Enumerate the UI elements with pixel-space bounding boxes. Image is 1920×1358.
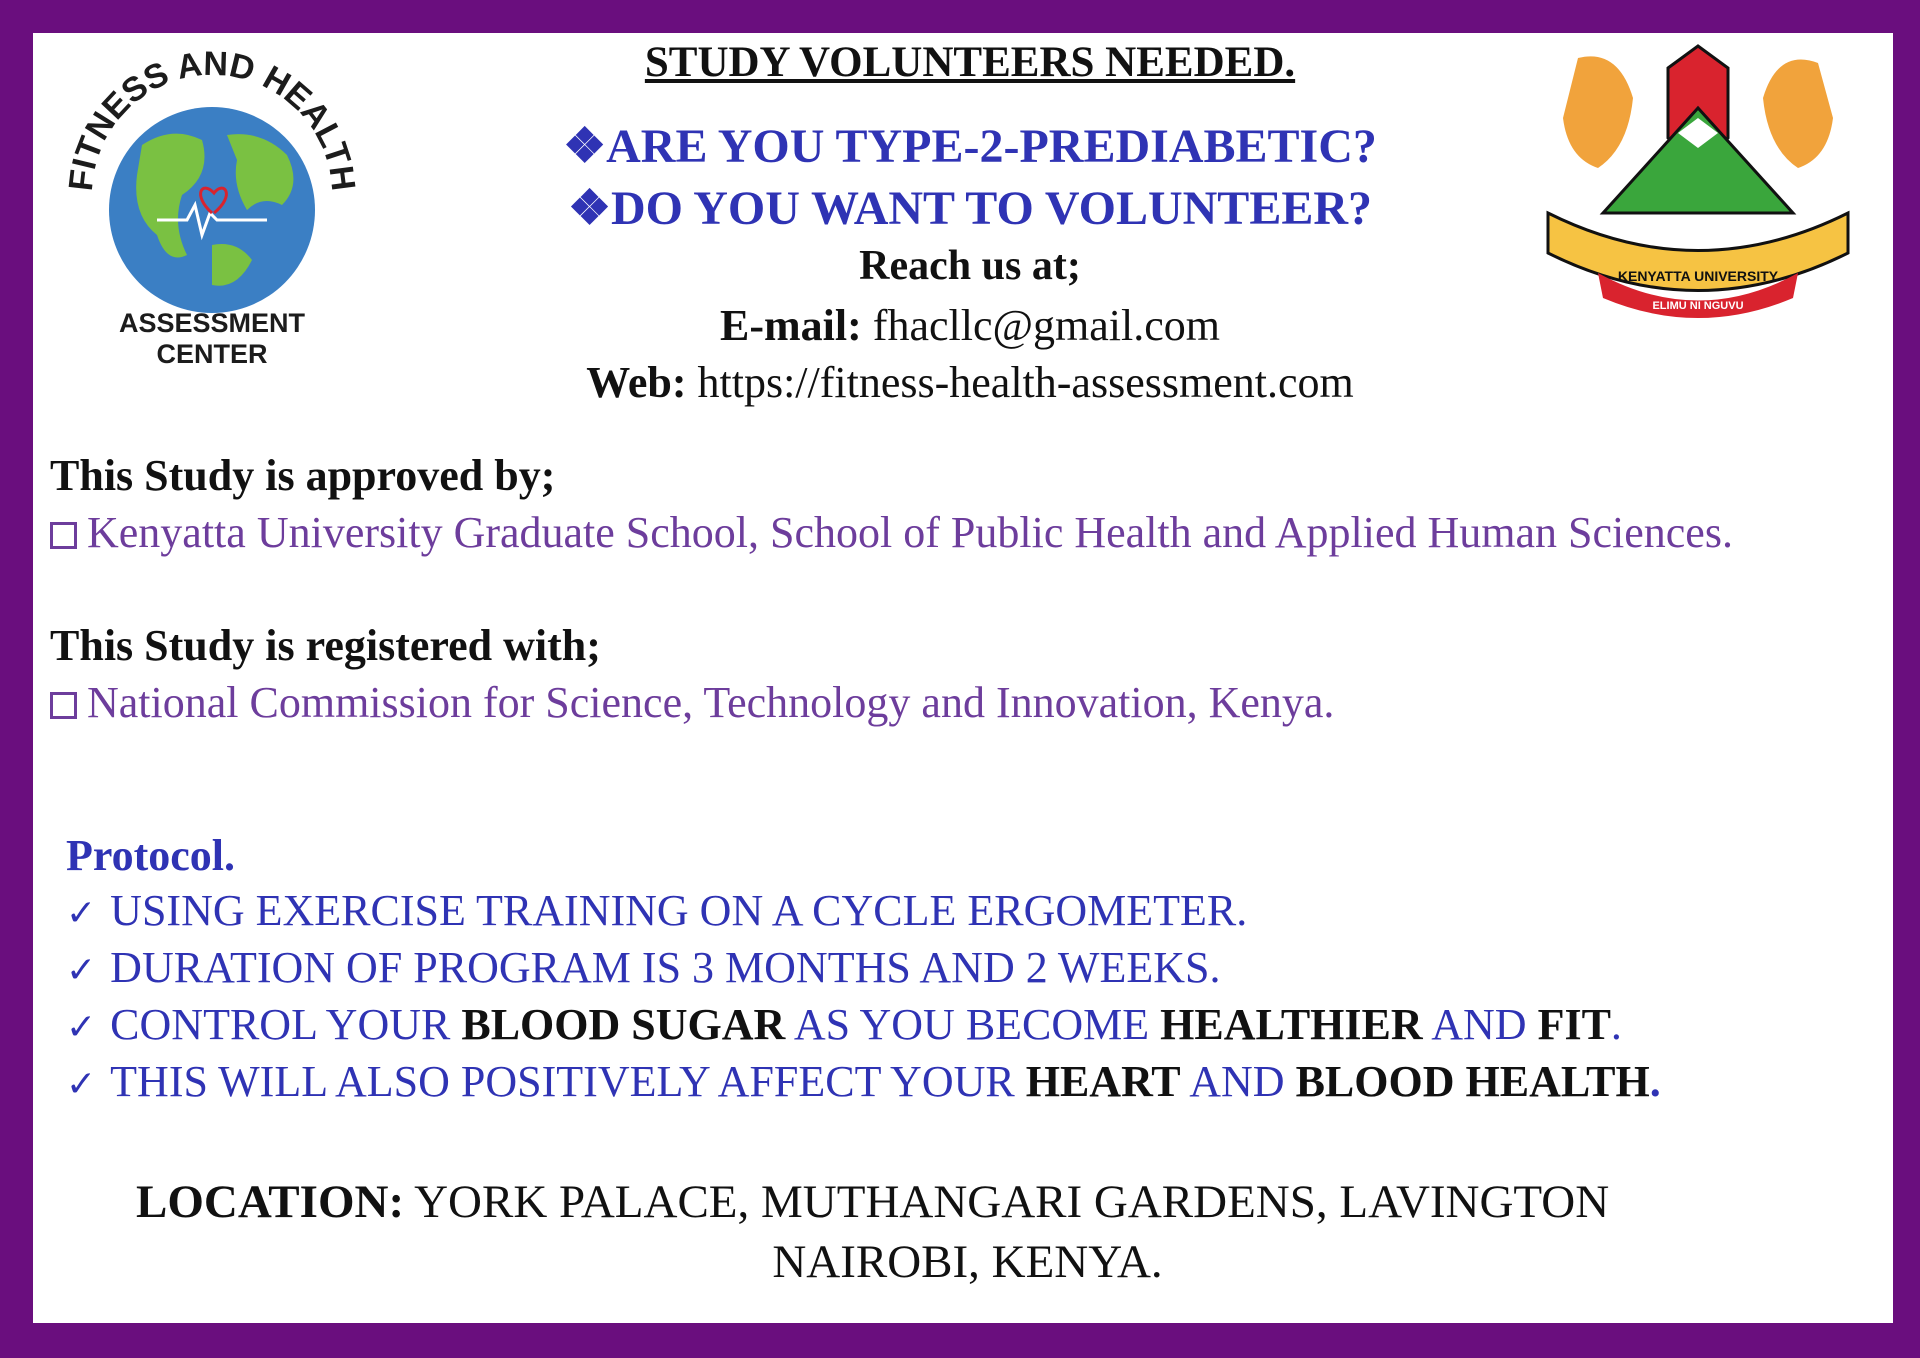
registered-heading: This Study is registered with;: [50, 621, 601, 670]
logo-top-text: FITNESS AND HEALTH: [62, 45, 362, 193]
location-label: LOCATION:: [136, 1176, 405, 1228]
email-link[interactable]: fhacllc@gmail.com: [872, 301, 1220, 350]
web-line: [0, 357, 1920, 408]
check-icon: ✓: [66, 1064, 97, 1105]
diamond-bullet-icon: ❖: [563, 120, 607, 173]
web-label: Web:: [586, 358, 687, 407]
page-title: STUDY VOLUNTEERS NEEDED.: [644, 39, 1296, 86]
check-icon: ✓: [66, 950, 97, 991]
protocol-heading: Protocol.: [66, 831, 236, 880]
protocol-item: ✓ CONTROL YOUR BLOOD SUGAR AS YOU BECOME HEALTHIER AND FIT.: [66, 1000, 1622, 1049]
approved-heading: This Study is approved by;: [50, 451, 556, 500]
approved-item: Kenyatta University Graduate School, School of Public Health and Applied Human Sciences.: [50, 507, 1733, 558]
protocol-item: ✓ USING EXERCISE TRAINING ON A CYCLE ERGOMETER.: [66, 886, 1248, 935]
registered-item: National Commission for Science, Technology and Innovation, Kenya.: [50, 677, 1334, 728]
check-icon: ✓: [66, 1007, 97, 1048]
location-city: NAIROBI, KENYA.: [772, 1236, 1163, 1288]
logo-bottom-text: ASSESSMENT CENTER: [118, 308, 306, 369]
checkbox-icon: [50, 692, 77, 719]
email-line: [0, 300, 1920, 351]
reach-us-label: Reach us at;: [859, 243, 1081, 289]
diamond-bullet-icon: ❖: [567, 182, 611, 235]
crest-banner-text: KENYATTA UNIVERSITY: [1617, 268, 1779, 284]
checkbox-icon: [50, 522, 77, 549]
crest-motto-text: ELIMU NI NGUVU: [1652, 300, 1744, 312]
question-volunteer: ❖DO YOU WANT TO VOLUNTEER?: [567, 182, 1373, 235]
web-link[interactable]: https://fitness-health-assessment.com: [697, 358, 1354, 407]
check-icon: ✓: [66, 893, 97, 934]
protocol-item: ✓ DURATION OF PROGRAM IS 3 MONTHS AND 2 WEEKS.: [66, 943, 1221, 992]
location-line: LOCATION: YORK PALACE, MUTHANGARI GARDENS, LAVINGTON: [136, 1176, 1610, 1228]
email-label: E-mail:: [720, 301, 862, 350]
question-prediabetic: ❖ARE YOU TYPE-2-PREDIABETIC?: [563, 120, 1377, 173]
protocol-item: ✓ THIS WILL ALSO POSITIVELY AFFECT YOUR HEART AND BLOOD HEALTH.: [66, 1057, 1661, 1106]
